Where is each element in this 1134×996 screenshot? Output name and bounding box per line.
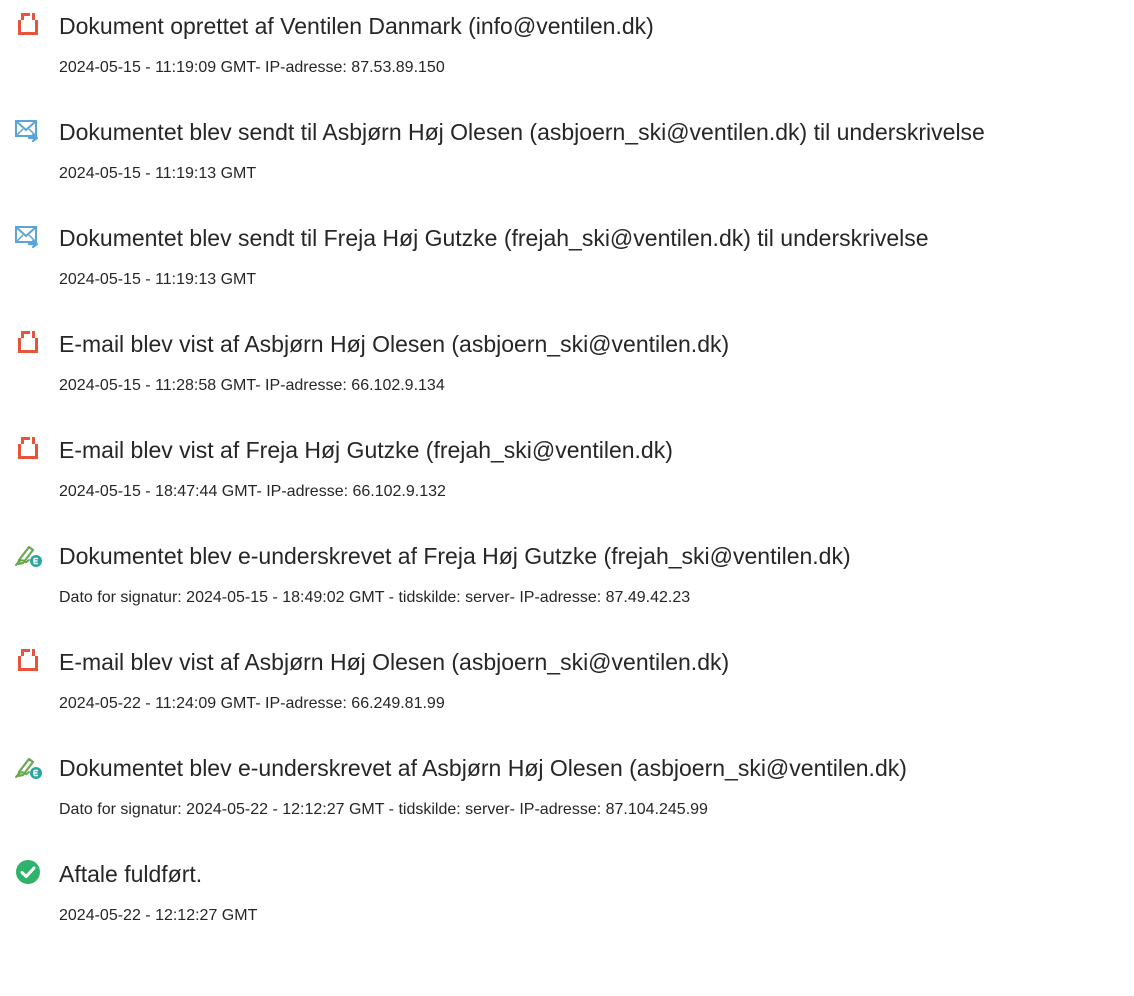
entry-meta: 2024-05-22 - 11:24:09 GMT- IP-adresse: 66.249.81.99	[59, 695, 445, 712]
entry-title: E-mail blev vist af Asbjørn Høj Olesen (asbjoern_ski@ventilen.dk)	[59, 649, 730, 675]
audit-entry	[0, 750, 1134, 830]
document-icon	[12, 432, 44, 464]
checkmark-circle-icon	[12, 856, 44, 888]
entry-meta: 2024-05-22 - 12:12:27 GMT	[59, 907, 258, 924]
audit-entry	[0, 8, 1134, 88]
document-icon	[12, 8, 44, 40]
audit-entry	[0, 432, 1134, 512]
audit-entry	[0, 644, 1134, 724]
entry-meta: 2024-05-15 - 11:19:09 GMT- IP-adresse: 87.53.89.150	[59, 59, 445, 76]
email-send-icon	[12, 220, 44, 252]
entry-meta: 2024-05-15 - 18:47:44 GMT- IP-adresse: 66.102.9.132	[59, 483, 446, 500]
audit-entry	[0, 326, 1134, 406]
audit-entry	[0, 220, 1134, 300]
audit-entry	[0, 538, 1134, 618]
entry-title: Dokumentet blev e-underskrevet af Freja Høj Gutzke (frejah_ski@ventilen.dk)	[59, 543, 851, 569]
audit-entry	[0, 114, 1134, 194]
email-send-icon	[12, 114, 44, 146]
e-signature-icon	[12, 538, 44, 570]
entry-meta: Dato for signatur: 2024-05-22 - 12:12:27 GMT - tidskilde: server- IP-adresse: 87.104.245.99	[59, 801, 708, 818]
e-signature-icon	[12, 750, 44, 782]
entry-title: E-mail blev vist af Freja Høj Gutzke (frejah_ski@ventilen.dk)	[59, 437, 673, 463]
entry-meta: 2024-05-15 - 11:19:13 GMT	[59, 165, 257, 182]
entry-title: Dokumentet blev sendt til Freja Høj Gutzke (frejah_ski@ventilen.dk) til underskrivelse	[59, 225, 929, 251]
entry-meta: 2024-05-15 - 11:19:13 GMT	[59, 271, 257, 288]
entry-title: E-mail blev vist af Asbjørn Høj Olesen (asbjoern_ski@ventilen.dk)	[59, 331, 730, 357]
audit-entry	[0, 856, 1134, 936]
document-icon	[12, 644, 44, 676]
entry-meta: Dato for signatur: 2024-05-15 - 18:49:02 GMT - tidskilde: server- IP-adresse: 87.49.42.23	[59, 589, 691, 606]
document-icon	[12, 326, 44, 358]
entry-meta: 2024-05-15 - 11:28:58 GMT- IP-adresse: 66.102.9.134	[59, 377, 445, 394]
entry-title: Dokumentet blev sendt til Asbjørn Høj Olesen (asbjoern_ski@ventilen.dk) til underskrivelse	[59, 119, 985, 145]
entry-title: Dokumentet blev e-underskrevet af Asbjørn Høj Olesen (asbjoern_ski@ventilen.dk)	[59, 755, 907, 781]
entry-title: Dokument oprettet af Ventilen Danmark (info@ventilen.dk)	[59, 13, 654, 39]
entry-title: Aftale fuldført.	[59, 861, 203, 887]
